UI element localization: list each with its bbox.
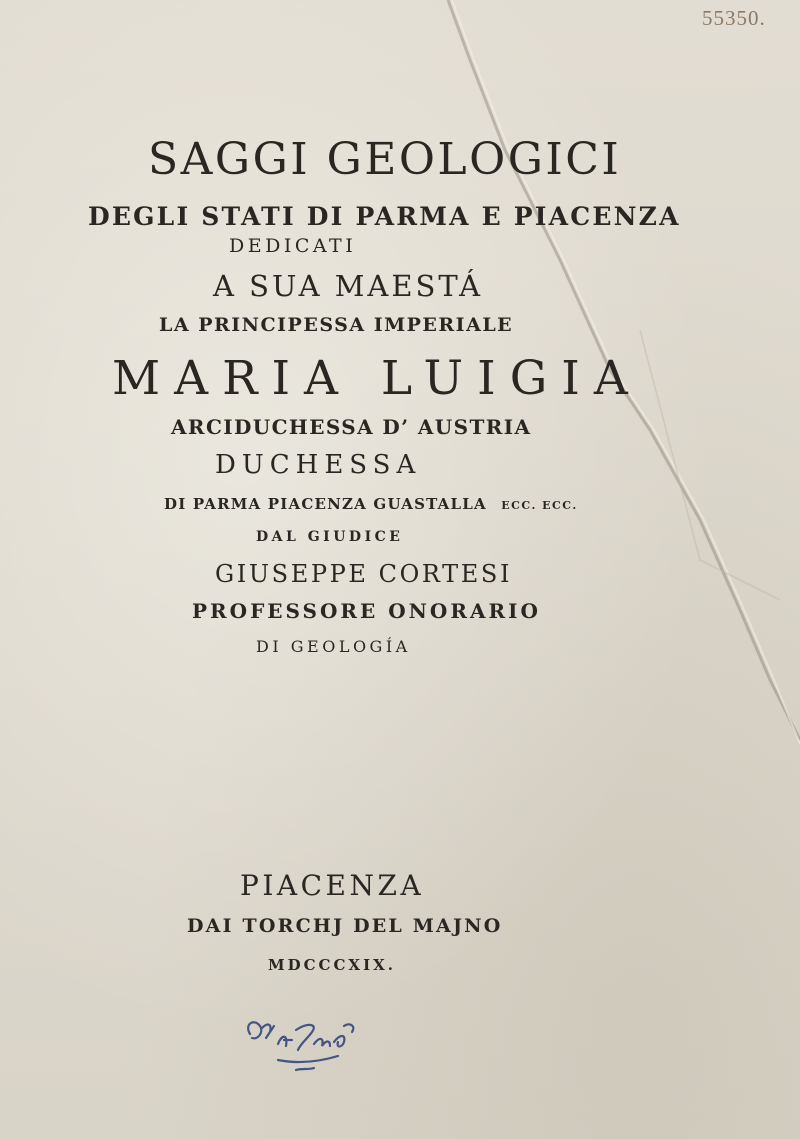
author-role: PROFESSORE ONORARIO bbox=[192, 599, 541, 623]
author-subject: DI GEOLOGÍA bbox=[256, 637, 411, 656]
domains-etc: ECC. ECC. bbox=[501, 499, 578, 512]
author-name: GIUSEPPE CORTESI bbox=[215, 560, 513, 588]
principessa-text: LA PRINCIPESSA IMPERIALE bbox=[159, 314, 514, 336]
title-line-2: DEGLI STATI DI PARMA E PIACENZA bbox=[88, 202, 681, 231]
imprint-year: MDCCCXIX. bbox=[268, 956, 396, 974]
duchessa-text: DUCHESSA bbox=[215, 450, 422, 480]
imprint-city: PIACENZA bbox=[240, 869, 425, 902]
dal-giudice-text: DAL GIUDICE bbox=[256, 529, 404, 545]
dedicati-text: DEDICATI bbox=[229, 235, 357, 257]
maria-luigia-name: MARIA LUIGIA bbox=[112, 351, 642, 406]
imprint-printer: DAI TORCHJ DEL MAJNO bbox=[187, 915, 503, 937]
ownership-stamp bbox=[238, 1004, 368, 1094]
domains-text bbox=[164, 497, 578, 512]
a-sua-maesta-text: A SUA MAESTÁ bbox=[213, 269, 484, 303]
arciduchessa-text: ARCIDUCHESSA D’ AUSTRIA bbox=[171, 415, 532, 439]
library-shelfmark: 55350. bbox=[702, 6, 766, 30]
title-line-1: SAGGI GEOLOGICI bbox=[148, 134, 622, 185]
domains-main: DI PARMA PIACENZA GUASTALLA bbox=[164, 495, 487, 513]
